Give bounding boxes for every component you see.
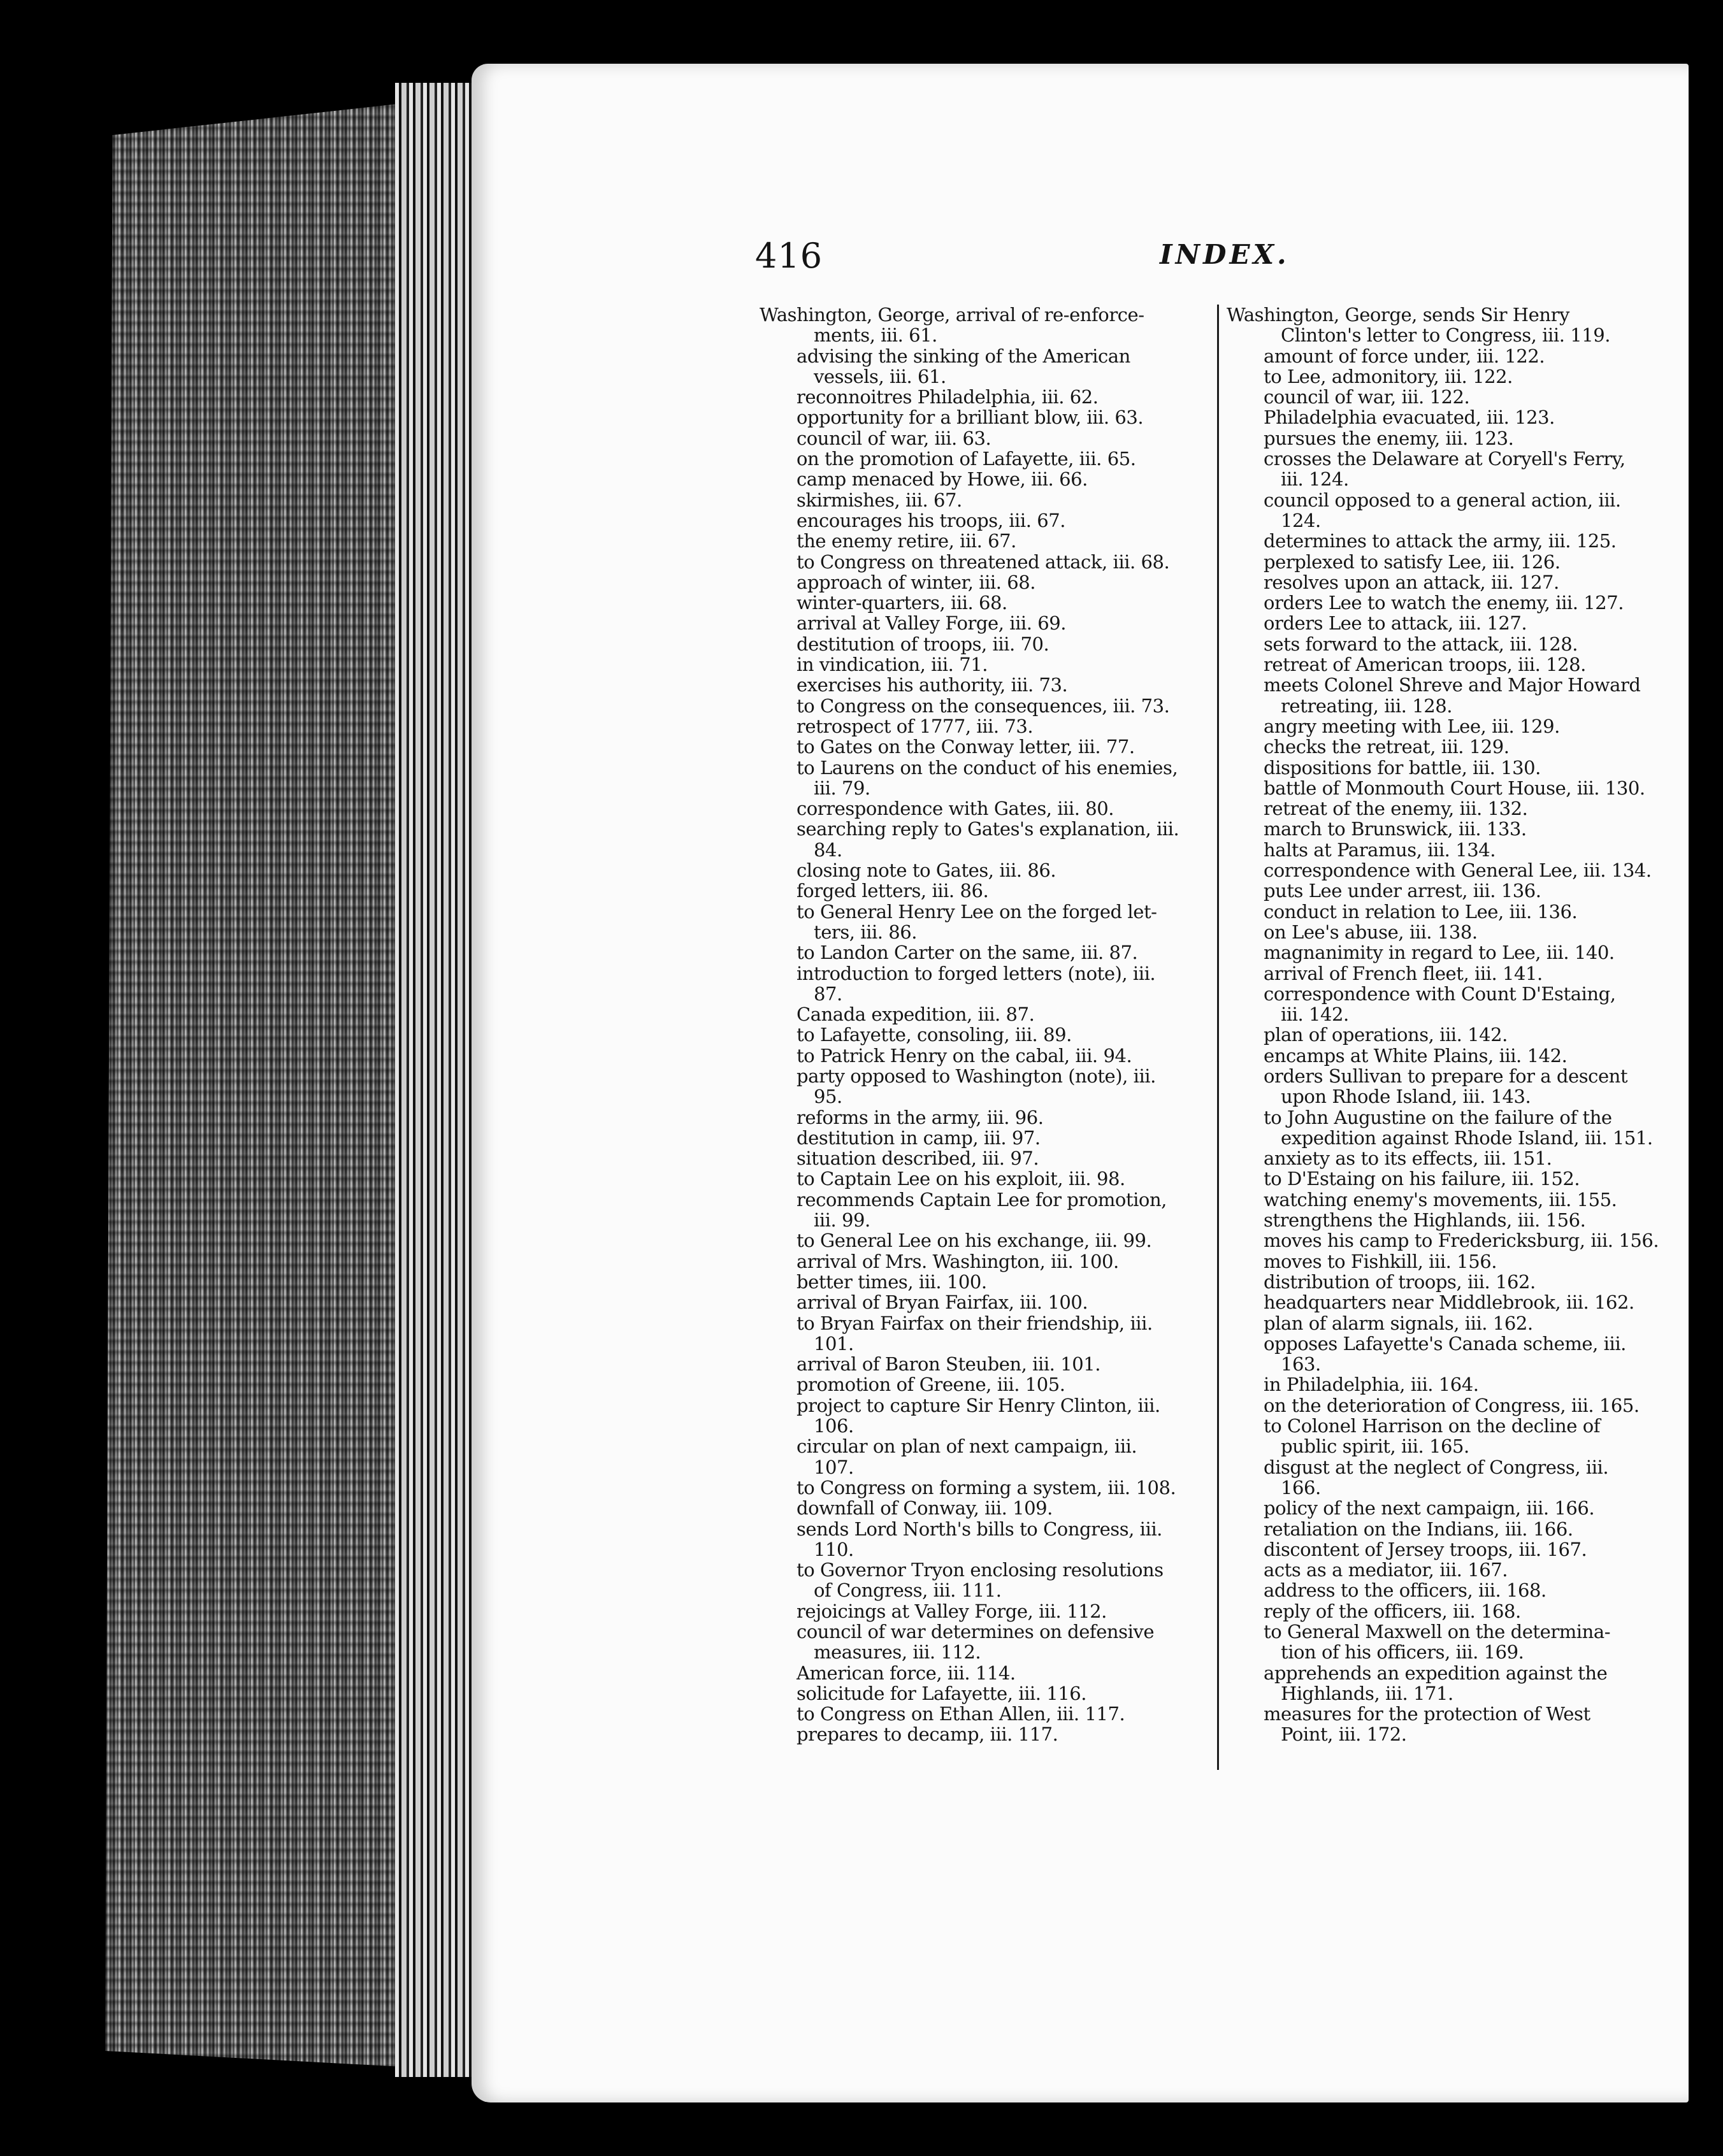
index-entry-continuation: 95. [814,1086,842,1108]
index-entry: policy of the next campaign, iii. 166. [1264,1497,1595,1520]
index-entry: on Lee's abuse, iii. 138. [1264,921,1478,943]
index-entry: address to the officers, iii. 168. [1264,1579,1546,1602]
index-entry: correspondence with Gates, iii. 80. [797,798,1114,820]
index-entry: approach of winter, iii. 68. [797,571,1036,593]
index-entry: march to Brunswick, iii. 133. [1264,818,1527,840]
index-entry: magnanimity in regard to Lee, iii. 140. [1264,942,1615,964]
index-entry-continuation: Point, iii. 172. [1281,1723,1407,1746]
index-entry-continuation: iii. 99. [814,1209,870,1232]
index-entry: solicitude for Lafayette, iii. 116. [797,1682,1087,1704]
index-entry: meets Colonel Shreve and Major Howard [1264,674,1641,696]
index-column-left [760,305,1207,1745]
index-entry: destitution of troops, iii. 70. [797,633,1049,655]
index-heading: Washington, George, sends Sir Henry [1227,304,1569,326]
index-entry: Canada expedition, iii. 87. [797,1003,1035,1026]
index-entry: orders Lee to watch the enemy, iii. 127. [1264,592,1624,614]
index-entry: moves to Fishkill, iii. 156. [1264,1250,1497,1272]
index-entry: reconnoitres Philadelphia, iii. 62. [797,386,1099,408]
index-entry: to Bryan Fairfax on their friendship, iii. [797,1312,1153,1334]
index-entry: correspondence with General Lee, iii. 134. [1264,859,1652,882]
index-entry: arrival of Bryan Fairfax, iii. 100. [797,1291,1088,1314]
index-entry-continuation: public spirit, iii. 165. [1281,1435,1469,1458]
index-entry: arrival of French fleet, iii. 141. [1264,962,1543,984]
page-number: 416 [755,236,823,276]
index-entry: amount of force under, iii. 122. [1264,345,1545,367]
index-entry: council of war determines on defensive [797,1621,1155,1642]
index-entry: downfall of Conway, iii. 109. [797,1497,1053,1520]
index-entry: exercises his authority, iii. 73. [797,674,1068,696]
book-page-stack [395,83,472,2077]
index-entry: to Congress on Ethan Allen, iii. 117. [797,1703,1125,1725]
index-entry: plan of alarm signals, iii. 162. [1264,1312,1533,1334]
index-entry-continuation: 84. [814,838,842,861]
index-entry: recommends Captain Lee for promotion, [797,1188,1167,1211]
index-entry: sets forward to the attack, iii. 128. [1264,633,1578,655]
index-entry-continuation: 124. [1281,509,1321,531]
index-entry: determines to attack the army, iii. 125. [1264,530,1617,552]
index-entry: conduct in relation to Lee, iii. 136. [1264,900,1578,923]
index-entry: to Congress on forming a system, iii. 108. [797,1476,1176,1498]
index-entry: anxiety as to its effects, iii. 151. [1264,1147,1552,1170]
index-entry: halts at Paramus, iii. 134. [1264,838,1496,861]
index-entry: destitution in camp, iii. 97. [797,1126,1041,1149]
index-entry: encamps at White Plains, iii. 142. [1264,1044,1568,1067]
index-entry: to D'Estaing on his failure, iii. 152. [1264,1168,1580,1190]
index-entry: correspondence with Count D'Estaing, [1264,982,1616,1005]
index-entry: sends Lord North's bills to Congress, iii. [797,1518,1162,1540]
index-entry: to Laurens on the conduct of his enemies, [797,756,1178,779]
index-entry: to John Augustine on the failure of the [1264,1106,1612,1128]
index-entry: retrospect of 1777, iii. 73. [797,715,1034,737]
index-entry: arrival at Valley Forge, iii. 69. [797,612,1067,635]
index-entry: orders Lee to attack, iii. 127. [1264,612,1527,635]
index-entry: prepares to decamp, iii. 117. [797,1723,1058,1746]
index-entry: to Congress on threatened attack, iii. 68. [797,550,1170,573]
index-entry: opposes Lafayette's Canada scheme, iii. [1264,1332,1626,1355]
index-entry-continuation: 163. [1281,1353,1321,1376]
index-entry: acts as a mediator, iii. 167. [1264,1559,1508,1581]
index-entry: arrival of Mrs. Washington, iii. 100. [797,1250,1119,1272]
index-entry: to General Henry Lee on the forged let- [797,900,1157,923]
index-entry: to General Lee on his exchange, iii. 99. [797,1230,1152,1252]
index-entry: opportunity for a brilliant blow, iii. 63. [797,406,1144,429]
index-entry-continuation: upon Rhode Island, iii. 143. [1281,1086,1531,1108]
index-entry-continuation: 107. [814,1456,854,1478]
index-entry-continuation: expedition against Rhode Island, iii. 151. [1281,1126,1653,1149]
index-entry-continuation: 87. [814,982,842,1005]
index-entry-continuation: of Congress, iii. 111. [814,1579,1002,1602]
index-entry: circular on plan of next campaign, iii. [797,1435,1137,1458]
index-entry-continuation: 110. [814,1538,854,1560]
column-rule [1217,305,1219,1770]
index-entry: strengthens the Highlands, iii. 156. [1264,1209,1586,1232]
index-entry: resolves upon an attack, iii. 127. [1264,571,1559,593]
index-entry: moves his camp to Fredericksburg, iii. 156. [1264,1230,1659,1252]
index-entry: promotion of Greene, iii. 105. [797,1374,1065,1396]
index-entry: Philadelphia evacuated, iii. 123. [1264,406,1555,429]
index-entry: pursues the enemy, iii. 123. [1264,427,1514,449]
index-entry: on the promotion of Lafayette, iii. 65. [797,448,1136,470]
index-entry: to Captain Lee on his exploit, iii. 98. [797,1168,1125,1190]
index-entry: checks the retreat, iii. 129. [1264,736,1510,758]
index-entry: retreat of American troops, iii. 128. [1264,654,1586,676]
index-entry: to Lee, admonitory, iii. 122. [1264,365,1513,387]
index-entry: advising the sinking of the American [797,345,1130,367]
index-entry: situation described, iii. 97. [797,1147,1039,1170]
index-entry: council of war, iii. 122. [1264,386,1470,408]
index-entry: measures for the protection of West [1264,1703,1590,1725]
index-entry: plan of operations, iii. 142. [1264,1024,1508,1046]
index-entry: in Philadelphia, iii. 164. [1264,1374,1479,1396]
index-entry: discontent of Jersey troops, iii. 167. [1264,1538,1587,1560]
index-entry: to Governor Tryon enclosing resolutions [797,1559,1164,1581]
index-entry: camp menaced by Howe, iii. 66. [797,468,1088,491]
index-entry: angry meeting with Lee, iii. 129. [1264,715,1560,737]
index-entry: to Congress on the consequences, iii. 73. [797,694,1170,717]
index-entry: better times, iii. 100. [797,1270,987,1293]
index-entry: rejoicings at Valley Forge, iii. 112. [797,1600,1107,1622]
index-entry-continuation: iii. 79. [814,777,870,799]
index-entry: perplexed to satisfy Lee, iii. 126. [1264,550,1561,573]
index-entry-continuation: Highlands, iii. 171. [1281,1682,1453,1704]
index-entry: to Patrick Henry on the cabal, iii. 94. [797,1044,1132,1067]
index-entry-continuation: iii. 124. [1281,468,1349,491]
index-entry: dispositions for battle, iii. 130. [1264,756,1541,779]
index-entry: headquarters near Middlebrook, iii. 162. [1264,1291,1634,1314]
index-entry-continuation: Clinton's letter to Congress, iii. 119. [1281,324,1610,347]
index-entry: council opposed to a general action, iii. [1264,489,1621,511]
index-entry: arrival of Baron Steuben, iii. 101. [797,1353,1100,1376]
index-entry-continuation: vessels, iii. 61. [814,365,946,387]
index-entry: retreat of the enemy, iii. 132. [1264,798,1528,820]
index-entry: watching enemy's movements, iii. 155. [1264,1188,1617,1211]
index-entry-continuation: 101. [814,1332,854,1355]
index-entry-continuation: 106. [814,1415,854,1437]
index-entry: disgust at the neglect of Congress, iii. [1264,1456,1609,1478]
index-entry: searching reply to Gates's explanation, iii. [797,818,1179,840]
index-entry: on the deterioration of Congress, iii. 165. [1264,1394,1640,1416]
index-entry: introduction to forged letters (note), iii. [797,962,1156,984]
index-entry: apprehends an expedition against the [1264,1662,1608,1684]
index-column-right [1227,304,1659,1746]
index-entry-continuation: measures, iii. 112. [814,1641,981,1664]
index-entry: to General Maxwell on the determina- [1264,1621,1611,1642]
index-entry: closing note to Gates, iii. 86. [797,859,1056,882]
index-entry: to Lafayette, consoling, iii. 89. [797,1024,1072,1046]
index-entry-continuation: ters, iii. 86. [814,921,918,943]
index-entry-continuation: tion of his officers, iii. 169. [1281,1641,1524,1664]
index-entry: encourages his troops, iii. 67. [797,509,1065,531]
index-entry: party opposed to Washington (note), iii. [797,1065,1156,1087]
index-entry-continuation: iii. 142. [1281,1003,1349,1026]
index-entry: council of war, iii. 63. [797,427,991,449]
index-entry: crosses the Delaware at Coryell's Ferry, [1264,448,1626,470]
index-entry: orders Sullivan to prepare for a descent [1264,1065,1628,1087]
index-entry-continuation: retreating, iii. 128. [1281,694,1452,717]
index-entry: the enemy retire, iii. 67. [797,530,1016,552]
index-entry: American force, iii. 114. [797,1662,1016,1684]
index-entry: distribution of troops, iii. 162. [1264,1270,1536,1293]
index-entry: skirmishes, iii. 67. [797,489,962,511]
running-head: INDEX. [1160,239,1290,270]
index-entry: reply of the officers, iii. 168. [1264,1600,1521,1622]
index-entry: to Gates on the Conway letter, iii. 77. [797,736,1135,758]
index-entry: retaliation on the Indians, iii. 166. [1264,1518,1573,1540]
index-entry: project to capture Sir Henry Clinton, iii. [797,1394,1160,1416]
index-heading: Washington, George, arrival of re-enforce- [760,304,1144,326]
index-entry: puts Lee under arrest, iii. 136. [1264,880,1541,902]
index-entry-continuation: 166. [1281,1476,1321,1498]
index-entry: reforms in the army, iii. 96. [797,1106,1044,1128]
index-entry: to Landon Carter on the same, iii. 87. [797,942,1138,964]
index-entry: battle of Monmouth Court House, iii. 130. [1264,777,1645,799]
index-entry: in vindication, iii. 71. [797,654,988,676]
index-entry: winter-quarters, iii. 68. [797,592,1007,614]
index-entry-continuation: ments, iii. 61. [814,324,937,347]
index-entry: to Colonel Harrison on the decline of [1264,1415,1601,1437]
index-entry: forged letters, iii. 86. [797,880,989,902]
